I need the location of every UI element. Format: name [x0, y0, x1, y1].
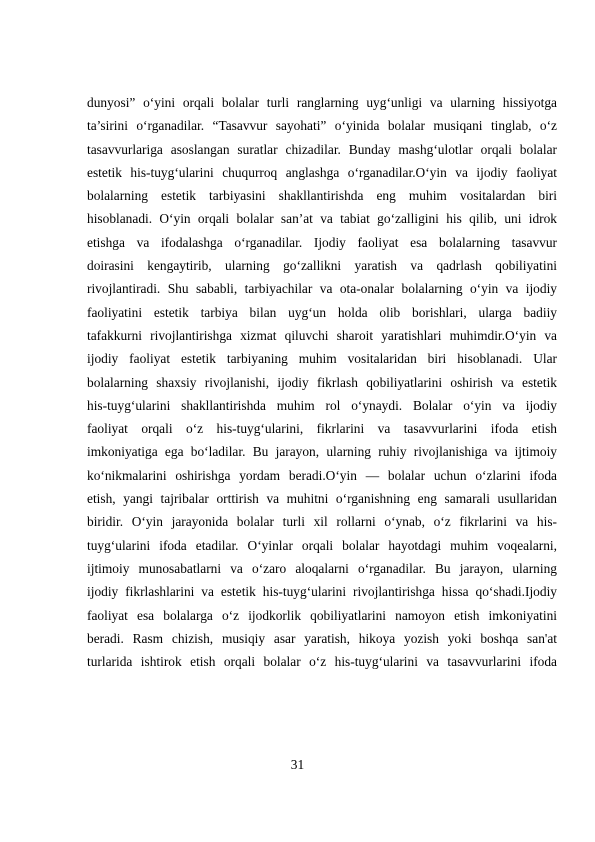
text-line: his-tuyg‘ularini shakllantirishda muhim rol o‘ynaydi. Bolalar o‘yin va ijodiy	[87, 397, 557, 413]
text-line: ijodiy fikrlashlarini va estetik his-tuyg‘ularini rivojlantirishga hissa qo‘shadi.Ijodiy	[87, 584, 557, 600]
text-line: tafakkurni rivojlantirishga xizmat qiluvchi sharoit yaratishlari muhimdir.O‘yin va	[87, 327, 557, 343]
text-line: imkoniyatiga ega bo‘ladilar. Bu jarayon, ularning ruhiy rivojlanishiga va ijtimoiy	[87, 444, 557, 460]
text-line: bolalarning shaxsiy rivojlanishi, ijodiy fikrlash qobiliyatlarini oshirish va estetik	[87, 374, 557, 390]
text-line: tasavvurlariga asoslangan suratlar chizadilar. Bunday mashg‘ulotlar orqali bolalar	[87, 141, 557, 157]
text-line: faoliyatini estetik tarbiya bilan uyg‘un holda olib borishlari, ularga badiiy	[87, 304, 557, 320]
text-line: estetik his-tuyg‘ularini chuqurroq anglashga o‘rganadilar.O‘yin va ijodiy faoliyat	[87, 164, 557, 180]
text-line: etishga va ifodalashga o‘rganadilar. Ijodiy faoliyat esa bolalarning tasavvur	[87, 234, 557, 250]
text-line: faoliyat orqali o‘z his-tuyg‘ularini, fikrlarini va tasavvurlarini ifoda etish	[87, 421, 557, 437]
page-number: 31	[290, 757, 305, 772]
text-line: ijodiy faoliyat estetik tarbiyaning muhim vositalaridan biri hisoblanadi. Ular	[87, 351, 557, 367]
body-text	[87, 91, 557, 673]
text-line: rivojlantiradi. Shu sababli, tarbiyachilar va ota-onalar bolalarning o‘yin va ijodiy	[87, 281, 557, 297]
text-line: hisoblanadi. O‘yin orqali bolalar san’at va tabiat go‘zalligini his qilib, uni idrok	[87, 211, 557, 227]
text-line: turlarida ishtirok etish orqali bolalar o‘z his-tuyg‘ularini va tasavvurlarini ifoda	[87, 654, 557, 670]
text-line: doirasini kengaytirib, ularning go‘zallikni yaratish va qadrlash qobiliyatini	[87, 258, 557, 274]
text-line: tuyg‘ularini ifoda etadilar. O‘yinlar orqali bolalar hayotdagi muhim voqealarni,	[87, 537, 557, 553]
text-line: beradi. Rasm chizish, musiqiy asar yaratish, hikoya yozish yoki boshqa san'at	[87, 630, 557, 646]
text-line: bolalarning estetik tarbiyasini shakllantirishda eng muhim vositalardan biri	[87, 188, 557, 204]
text-line: ta’sirini o‘rganadilar. “Tasavvur sayohati” o‘yinida bolalar musiqani tinglab, o‘z	[87, 118, 557, 134]
text-line: biridir. O‘yin jarayonida bolalar turli xil rollarni o‘ynab, o‘z fikrlarini va his-	[87, 514, 557, 530]
text-line: dunyosi” o‘yini orqali bolalar turli ranglarning uyg‘unligi va ularning hissiyotga	[87, 95, 557, 110]
text-line: ijtimoiy munosabatlarni va o‘zaro aloqalarni o‘rganadilar. Bu jarayon, ularning	[87, 560, 557, 576]
text-line: etish, yangi tajribalar orttirish va muhitni o‘rganishning eng samarali usullaridan	[87, 491, 557, 507]
text-line: faoliyat esa bolalarga o‘z ijodkorlik qobiliyatlarini namoyon etish imkoniyatini	[87, 607, 557, 623]
text-line: ko‘nikmalarini oshirishga yordam beradi.O‘yin — bolalar uchun o‘zlarini ifoda	[87, 467, 557, 483]
